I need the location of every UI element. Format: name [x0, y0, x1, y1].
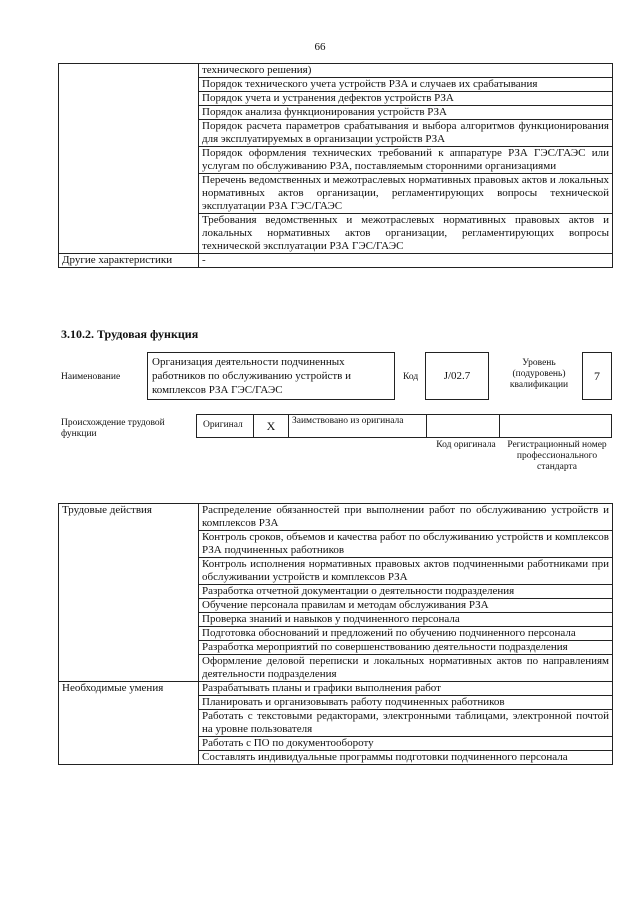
reg-number-cell [499, 414, 612, 438]
actions-label: Трудовые действия [59, 504, 199, 682]
table-cell: Обучение персонала правилам и методам обслуживания РЗА [199, 599, 613, 613]
name-label: Наименование [61, 372, 121, 382]
table-cell: Порядок технического учета устройств РЗА и случаев их срабатывания [199, 78, 613, 92]
table-cell: Работать с ПО по документообороту [199, 737, 613, 751]
original-label-cell [196, 414, 254, 438]
page-number: 66 [314, 41, 326, 53]
table-cell: Требования ведомственных и межотраслевых нормативных правовых актов и локальных нормативных актов организации, регламентирующих вопросы технической эксплуатации РЗА ГЭС/ГАЭС [199, 214, 613, 254]
table-row [59, 254, 613, 268]
table-cell: Контроль сроков, объемов и качества работ по обслуживанию устройств и комплексов РЗА подчиненных работников [199, 531, 613, 558]
origin-label: Происхождение трудовой функции [61, 418, 165, 439]
table-row [59, 504, 613, 531]
table-cell: Подготовка обоснований и предложений по обучению подчиненного персонала [199, 627, 613, 641]
level-box: 7 [582, 352, 612, 400]
table-cell: Порядок учета и устранения дефектов устройств РЗА [199, 92, 613, 106]
function-code-box: J/02.7 [425, 352, 489, 400]
level-label: Уровень (подуровень) квалификации [509, 358, 569, 390]
table-row [59, 682, 613, 696]
code-original-caption: Код оригинала [436, 440, 496, 450]
code-original-cell [426, 414, 500, 438]
original-label: Оригинал [203, 420, 243, 430]
table-cell: Контроль исполнения нормативных правовых актов подчиненными работниками при обслуживании устройств и комплексов РЗА [199, 558, 613, 585]
table-cell: Разработка отчетной документации о деятельности подразделения [199, 585, 613, 599]
table-label-cell [59, 64, 199, 254]
labor-function-table [58, 503, 613, 765]
reg-number-caption: Регистрационный номер профессионального стандарта [507, 440, 607, 472]
table-cell: Работать с текстовыми редакторами, электронными таблицами, электронной почтой на уровне пользователя [199, 710, 613, 737]
table-cell: Разрабатывать планы и графики выполнения работ [199, 682, 613, 696]
table-cell: Порядок анализа функционирования устройств РЗА [199, 106, 613, 120]
function-name-box: Организация деятельности подчиненных работников по обслуживанию устройств и комплексов РЗА ГЭС/ГАЭС [147, 352, 395, 400]
other-characteristics-value: - [199, 254, 613, 268]
borrowed-label: Заимствовано из оригинала [288, 414, 427, 438]
table-cell: Разработка мероприятий по совершенствованию деятельности подразделения [199, 641, 613, 655]
table-cell: Составлять индивидуальные программы подготовки подчиненного персонала [199, 751, 613, 765]
table-cell: технического решения) [199, 64, 613, 78]
table-cell: Планировать и организовывать работу подчиненных работников [199, 696, 613, 710]
knowledge-table [58, 63, 613, 268]
table-cell: Порядок расчета параметров срабатывания и выбора алгоритмов функционирования для эксплуатируемых в организации устройств РЗА [199, 120, 613, 147]
table-cell: Порядок оформления технических требований к аппаратуре РЗА ГЭС/ГАЭС или услугам по обслуживанию РЗА, поставляемым сторонними организациями [199, 147, 613, 174]
table-cell: Распределение обязанностей при выполнении работ по обслуживанию устройств и комплексов РЗА [199, 504, 613, 531]
other-characteristics-label: Другие характеристики [59, 254, 199, 268]
skills-label: Необходимые умения [59, 682, 199, 765]
table-cell: Оформление деловой переписки и локальных нормативных актов по направлениям деятельности подразделения [199, 655, 613, 682]
original-mark: X [253, 414, 289, 438]
table-row [59, 64, 613, 78]
code-label: Код [403, 372, 419, 382]
table-cell: Проверка знаний и навыков у подчиненного персонала [199, 613, 613, 627]
table-cell: Перечень ведомственных и межотраслевых нормативных правовых актов и локальных нормативных актов организации, регламентирующих вопросы технической эксплуатации РЗА ГЭС/ГАЭС [199, 174, 613, 214]
section-title: 3.10.2. Трудовая функция [61, 327, 199, 341]
